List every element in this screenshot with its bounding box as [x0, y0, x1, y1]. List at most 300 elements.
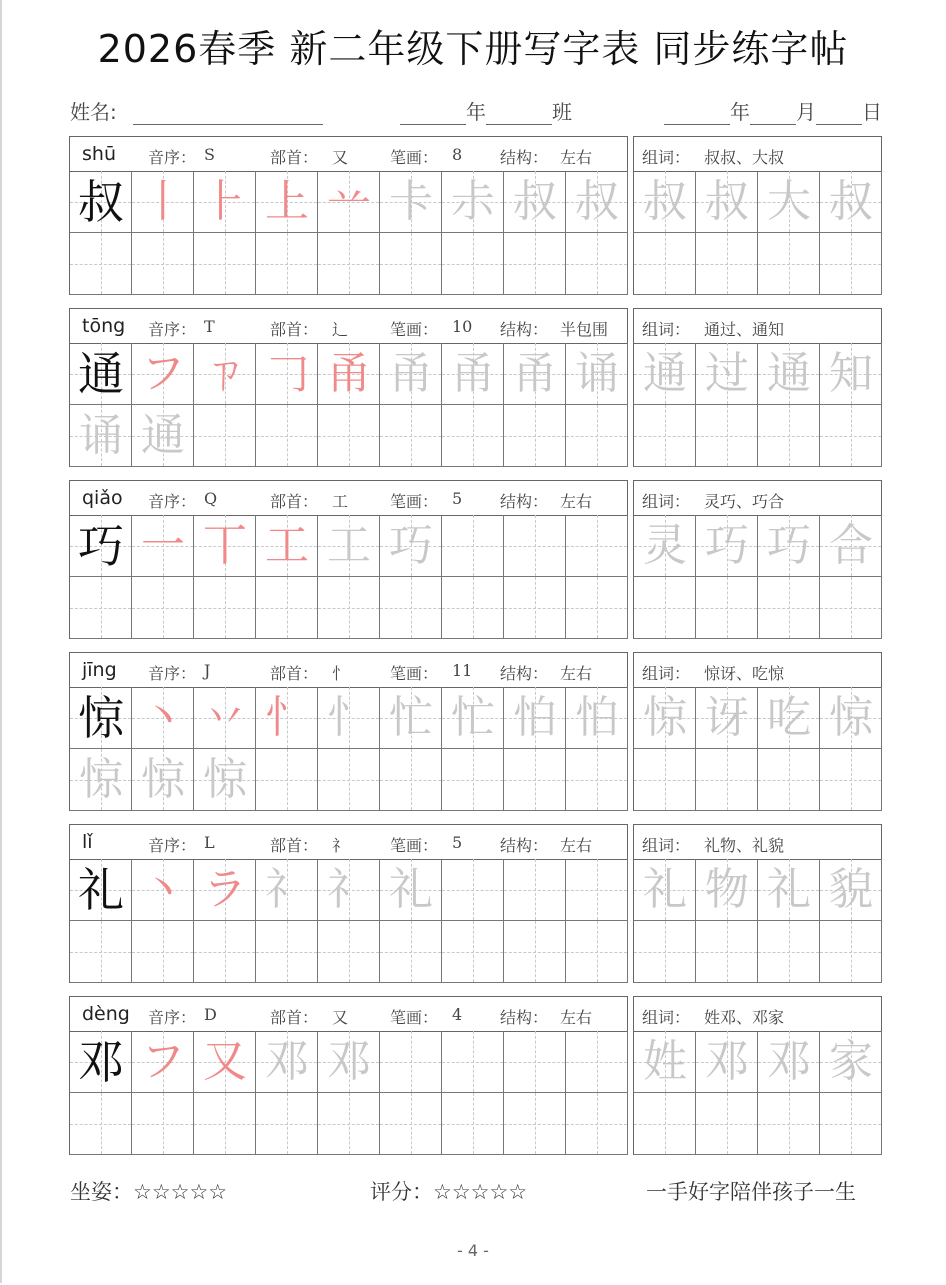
grid-character: 丷 — [203, 692, 247, 743]
strokes-label: 笔画： — [390, 664, 439, 683]
word-practice-cell[interactable] — [820, 233, 882, 295]
structure-value: 左右 — [560, 492, 593, 511]
strokes-value: 11 — [452, 661, 473, 680]
order-value: D — [204, 1005, 217, 1024]
practice-cell[interactable] — [132, 233, 194, 295]
word-group-card — [633, 308, 882, 467]
guide-line-v — [225, 577, 226, 638]
guide-line-v — [727, 1093, 728, 1154]
strokes-label: 笔画： — [390, 1008, 439, 1027]
stroke-order-cell[interactable] — [566, 171, 628, 233]
word-trace-cell[interactable] — [634, 859, 696, 921]
grid-character: 通 — [643, 348, 687, 399]
grid-character: 邓 — [705, 1036, 749, 1087]
guide-line-v — [287, 749, 288, 810]
stroke-order-cell[interactable] — [256, 343, 318, 405]
guide-line-v — [535, 921, 536, 982]
word-practice-cell[interactable] — [820, 1093, 882, 1155]
words-label: 组词： — [642, 1008, 691, 1027]
guide-line-v — [665, 749, 666, 810]
guide-line-v — [163, 233, 164, 294]
word-group-card — [633, 996, 882, 1155]
grid-character: 怕 — [513, 692, 557, 743]
grid-character: 丨 — [141, 176, 185, 227]
grade-label: 年 — [466, 100, 486, 124]
word-practice-cell[interactable] — [634, 921, 696, 983]
practice-cell[interactable] — [566, 577, 628, 639]
practice-cell[interactable] — [318, 749, 380, 811]
word-practice-cell[interactable] — [634, 577, 696, 639]
stroke-order-cell[interactable] — [318, 171, 380, 233]
word-trace-cell[interactable] — [696, 687, 758, 749]
stroke-order-cell[interactable] — [256, 171, 318, 233]
stroke-order-cell[interactable] — [380, 171, 442, 233]
guide-line-v — [727, 405, 728, 466]
word-group-header — [634, 653, 881, 688]
guide-line-v — [535, 859, 536, 920]
stroke-order-cell[interactable] — [318, 687, 380, 749]
grid-character: 邓 — [767, 1036, 811, 1087]
guide-line-v — [535, 1031, 536, 1092]
radical-value: 又 — [332, 148, 349, 167]
date-day-field[interactable] — [816, 102, 862, 125]
grid-character: ⺊ — [203, 176, 247, 227]
stroke-order-cell[interactable] — [380, 687, 442, 749]
stroke-order-cell[interactable] — [442, 171, 504, 233]
guide-line-v — [287, 1093, 288, 1154]
character-card — [69, 652, 628, 811]
practice-cell[interactable] — [566, 921, 628, 983]
practice-cell[interactable] — [504, 405, 566, 467]
main-character-cell[interactable] — [70, 515, 132, 577]
stroke-order-cell[interactable] — [256, 1031, 318, 1093]
practice-cell[interactable] — [442, 405, 504, 467]
practice-cell[interactable] — [194, 577, 256, 639]
guide-line-v — [597, 405, 598, 466]
guide-line-v — [727, 577, 728, 638]
grid-character: 惊 — [829, 692, 873, 743]
practice-cell[interactable] — [70, 577, 132, 639]
main-character-cell[interactable] — [70, 687, 132, 749]
practice-cell[interactable] — [504, 1093, 566, 1155]
word-trace-cell[interactable] — [696, 859, 758, 921]
practice-cell[interactable] — [442, 1031, 504, 1093]
guide-line-v — [535, 233, 536, 294]
order-label: 音序： — [148, 320, 197, 339]
character-info-header — [70, 481, 627, 516]
practice-cell[interactable] — [318, 921, 380, 983]
guide-line-v — [473, 859, 474, 920]
practice-cell[interactable] — [566, 233, 628, 295]
practice-cell[interactable] — [318, 577, 380, 639]
pinyin: qiǎo — [82, 487, 123, 509]
guide-line-v — [851, 405, 852, 466]
class-label: 班 — [552, 100, 572, 124]
guide-line-v — [225, 921, 226, 982]
radical-label: 部首： — [270, 320, 319, 339]
stroke-order-cell[interactable] — [504, 171, 566, 233]
character-card — [69, 308, 628, 467]
page-number: - 4 - — [457, 1241, 489, 1260]
word-practice-cell[interactable] — [758, 405, 820, 467]
guide-line-v — [597, 233, 598, 294]
word-practice-cell[interactable] — [634, 405, 696, 467]
practice-cell[interactable] — [504, 749, 566, 811]
grid-character: 邓 — [78, 1035, 124, 1089]
stroke-order-cell[interactable] — [442, 687, 504, 749]
guide-line-v — [411, 749, 412, 810]
stroke-order-cell[interactable] — [132, 515, 194, 577]
word-trace-cell[interactable] — [820, 859, 882, 921]
word-practice-cell[interactable] — [696, 1093, 758, 1155]
page-title: 2026春季 新二年级下册写字表 同步练字帖 — [97, 27, 849, 71]
guide-line-v — [851, 921, 852, 982]
pinyin: lǐ — [82, 831, 93, 853]
practice-cell[interactable] — [566, 859, 628, 921]
stroke-order-cell[interactable] — [566, 343, 628, 405]
word-trace-cell[interactable] — [634, 515, 696, 577]
grid-character: 上 — [265, 176, 309, 227]
guide-line-v — [473, 515, 474, 576]
word-practice-cell[interactable] — [696, 233, 758, 295]
word-practice-cell[interactable] — [696, 921, 758, 983]
practice-cell[interactable] — [504, 859, 566, 921]
word-trace-cell[interactable] — [758, 859, 820, 921]
words-value: 惊讶、吃惊 — [704, 664, 785, 683]
word-practice-cell[interactable] — [820, 749, 882, 811]
grid-character: 怕 — [575, 692, 619, 743]
stroke-order-cell[interactable] — [318, 859, 380, 921]
practice-cell[interactable] — [256, 405, 318, 467]
word-trace-cell[interactable] — [820, 515, 882, 577]
structure-label: 结构： — [500, 320, 549, 339]
practice-cell[interactable] — [380, 749, 442, 811]
guide-line-v — [101, 233, 102, 294]
practice-cell[interactable] — [442, 515, 504, 577]
practice-cell[interactable] — [442, 233, 504, 295]
word-trace-cell[interactable] — [758, 343, 820, 405]
guide-line-v — [727, 749, 728, 810]
words-value: 通过、通知 — [704, 320, 785, 339]
grid-character: 吃 — [767, 692, 811, 743]
main-character-cell[interactable] — [70, 171, 132, 233]
word-group-card — [633, 652, 882, 811]
practice-cell[interactable] — [442, 1093, 504, 1155]
word-practice-cell[interactable] — [820, 577, 882, 639]
order-value: T — [204, 317, 215, 336]
word-group-card — [633, 136, 882, 295]
stroke-order-cell[interactable] — [194, 1031, 256, 1093]
word-practice-cell[interactable] — [758, 577, 820, 639]
stroke-order-cell[interactable] — [194, 515, 256, 577]
practice-cell[interactable] — [132, 1093, 194, 1155]
guide-line-v — [411, 405, 412, 466]
word-practice-cell[interactable] — [634, 1093, 696, 1155]
word-trace-cell[interactable] — [696, 343, 758, 405]
order-value: S — [204, 145, 215, 164]
practice-cell[interactable] — [256, 1093, 318, 1155]
grid-character: 甬 — [327, 348, 371, 399]
grid-character: 通 — [141, 410, 185, 461]
grid-character: 䒑 — [327, 176, 371, 227]
guide-line-v — [287, 921, 288, 982]
guide-line-v — [473, 1093, 474, 1154]
practice-cell[interactable] — [132, 921, 194, 983]
practice-cell[interactable] — [566, 1093, 628, 1155]
guide-line-v — [789, 921, 790, 982]
word-trace-cell[interactable] — [634, 171, 696, 233]
practice-cell[interactable] — [442, 577, 504, 639]
word-trace-cell[interactable] — [758, 687, 820, 749]
word-trace-cell[interactable] — [820, 1031, 882, 1093]
grid-character: 大 — [767, 176, 811, 227]
word-group-card — [633, 824, 882, 983]
guide-line-v — [349, 233, 350, 294]
guide-line-v — [597, 921, 598, 982]
stroke-order-cell[interactable] — [70, 405, 132, 467]
stroke-order-cell[interactable] — [504, 687, 566, 749]
grid-character: ㄗ — [203, 348, 247, 399]
practice-cell[interactable] — [132, 577, 194, 639]
stroke-order-cell[interactable] — [132, 1031, 194, 1093]
grid-character: 邓 — [327, 1036, 371, 1087]
stroke-order-cell[interactable] — [442, 343, 504, 405]
stroke-order-cell[interactable] — [256, 859, 318, 921]
grid-character: 卡 — [389, 176, 433, 227]
grid-character: 忄 — [265, 692, 309, 743]
practice-cell[interactable] — [318, 1093, 380, 1155]
stroke-order-cell[interactable] — [566, 687, 628, 749]
practice-cell[interactable] — [70, 1093, 132, 1155]
stroke-order-cell[interactable] — [380, 343, 442, 405]
character-card — [69, 136, 628, 295]
grid-character: 叔 — [513, 176, 557, 227]
structure-label: 结构： — [500, 492, 549, 511]
grid-character: 诵 — [575, 348, 619, 399]
date-month-field[interactable] — [750, 102, 796, 125]
practice-cell[interactable] — [194, 1093, 256, 1155]
words-value: 叔叔、大叔 — [704, 148, 785, 167]
grid-character: 惊 — [203, 754, 247, 805]
practice-cell[interactable] — [256, 921, 318, 983]
word-trace-cell[interactable] — [696, 171, 758, 233]
guide-line-v — [349, 1093, 350, 1154]
order-label: 音序： — [148, 664, 197, 683]
grid-character: 叔 — [643, 176, 687, 227]
grid-character: 合 — [829, 520, 873, 571]
main-character-cell[interactable] — [70, 859, 132, 921]
pinyin: jīng — [82, 659, 117, 681]
stroke-order-cell[interactable] — [132, 343, 194, 405]
character-card — [69, 824, 628, 983]
strokes-label: 笔画： — [390, 320, 439, 339]
word-trace-cell[interactable] — [758, 171, 820, 233]
word-practice-cell[interactable] — [820, 921, 882, 983]
practice-cell[interactable] — [256, 749, 318, 811]
grade-field[interactable] — [400, 102, 466, 125]
stroke-order-cell[interactable] — [132, 859, 194, 921]
posture-rating[interactable]: 坐姿：☆☆☆☆☆ — [70, 1180, 228, 1204]
practice-cell[interactable] — [194, 233, 256, 295]
practice-cell[interactable] — [380, 233, 442, 295]
word-practice-cell[interactable] — [758, 233, 820, 295]
stroke-order-cell[interactable] — [194, 687, 256, 749]
word-practice-cell[interactable] — [758, 1093, 820, 1155]
practice-cell[interactable] — [504, 233, 566, 295]
practice-cell[interactable] — [318, 233, 380, 295]
character-info-header — [70, 653, 627, 688]
grid-character: 姓 — [643, 1036, 687, 1087]
word-trace-cell[interactable] — [758, 515, 820, 577]
word-trace-cell[interactable] — [634, 343, 696, 405]
guide-line-v — [287, 577, 288, 638]
word-practice-cell[interactable] — [696, 577, 758, 639]
stroke-order-cell[interactable] — [132, 405, 194, 467]
stroke-order-cell[interactable] — [256, 515, 318, 577]
word-trace-cell[interactable] — [820, 687, 882, 749]
practice-cell[interactable] — [70, 233, 132, 295]
practice-cell[interactable] — [504, 921, 566, 983]
practice-cell[interactable] — [380, 405, 442, 467]
practice-cell[interactable] — [256, 233, 318, 295]
practice-cell[interactable] — [380, 1093, 442, 1155]
practice-cell[interactable] — [442, 859, 504, 921]
practice-cell[interactable] — [380, 921, 442, 983]
word-practice-cell[interactable] — [696, 749, 758, 811]
stroke-order-cell[interactable] — [194, 859, 256, 921]
grid-character: 忄 — [327, 692, 371, 743]
grid-character: 丶 — [141, 692, 185, 743]
practice-cell[interactable] — [194, 921, 256, 983]
practice-cell[interactable] — [318, 405, 380, 467]
words-label: 组词： — [642, 320, 691, 339]
word-group-header — [634, 481, 881, 516]
word-group-header — [634, 825, 881, 860]
word-practice-cell[interactable] — [820, 405, 882, 467]
practice-cell[interactable] — [442, 921, 504, 983]
character-info-header — [70, 997, 627, 1032]
stroke-order-cell[interactable] — [194, 749, 256, 811]
character-info-header — [70, 825, 627, 860]
grid-character: 礼 — [78, 863, 124, 917]
date-year-field[interactable] — [664, 102, 730, 125]
practice-cell[interactable] — [380, 1031, 442, 1093]
word-trace-cell[interactable] — [758, 1031, 820, 1093]
grid-character: 甬 — [513, 348, 557, 399]
stroke-order-cell[interactable] — [132, 171, 194, 233]
word-practice-cell[interactable] — [634, 749, 696, 811]
stroke-order-cell[interactable] — [380, 859, 442, 921]
stroke-order-cell[interactable] — [194, 171, 256, 233]
radical-label: 部首： — [270, 148, 319, 167]
stroke-order-cell[interactable] — [318, 343, 380, 405]
grid-character: 叔 — [705, 176, 749, 227]
order-label: 音序： — [148, 148, 197, 167]
grid-character: 惊 — [141, 754, 185, 805]
word-trace-cell[interactable] — [820, 171, 882, 233]
guide-line-v — [789, 1093, 790, 1154]
guide-line-v — [727, 233, 728, 294]
grid-character: 叔 — [78, 175, 124, 229]
guide-line-v — [789, 233, 790, 294]
grid-character: 丅 — [203, 520, 247, 571]
word-practice-cell[interactable] — [696, 405, 758, 467]
word-group-card — [633, 480, 882, 639]
word-group-header — [634, 997, 881, 1032]
main-character-cell[interactable] — [70, 1031, 132, 1093]
practice-cell[interactable] — [504, 1031, 566, 1093]
grid-character: 叔 — [575, 176, 619, 227]
stroke-order-cell[interactable] — [504, 343, 566, 405]
guide-line-v — [473, 921, 474, 982]
guide-line-v — [789, 577, 790, 638]
practice-cell[interactable] — [380, 577, 442, 639]
name-label: 姓名: — [70, 100, 117, 124]
grid-character: 礻 — [327, 864, 371, 915]
practice-cell[interactable] — [442, 749, 504, 811]
practice-cell[interactable] — [256, 577, 318, 639]
guide-line-v — [349, 577, 350, 638]
word-trace-cell[interactable] — [634, 687, 696, 749]
stroke-order-cell[interactable] — [132, 687, 194, 749]
guide-line-v — [349, 405, 350, 466]
radical-value: 工 — [332, 492, 349, 511]
guide-line-v — [851, 577, 852, 638]
word-trace-cell[interactable] — [820, 343, 882, 405]
practice-cell[interactable] — [70, 921, 132, 983]
stroke-order-cell[interactable] — [256, 687, 318, 749]
structure-value: 半包围 — [560, 320, 609, 339]
word-practice-cell[interactable] — [634, 233, 696, 295]
guide-line-v — [473, 233, 474, 294]
practice-cell[interactable] — [504, 515, 566, 577]
stroke-order-cell[interactable] — [194, 343, 256, 405]
structure-label: 结构： — [500, 664, 549, 683]
guide-line-v — [851, 233, 852, 294]
date-row — [664, 96, 882, 126]
class-field[interactable] — [486, 102, 552, 125]
grid-character: 巧 — [767, 520, 811, 571]
main-character-cell[interactable] — [70, 343, 132, 405]
name-field[interactable] — [133, 102, 323, 125]
word-practice-cell[interactable] — [758, 921, 820, 983]
grid-character: 叔 — [829, 176, 873, 227]
practice-cell[interactable] — [566, 1031, 628, 1093]
guide-line-v — [851, 749, 852, 810]
stroke-order-cell[interactable] — [380, 515, 442, 577]
word-trace-cell[interactable] — [696, 1031, 758, 1093]
stroke-order-cell[interactable] — [70, 749, 132, 811]
practice-cell[interactable] — [566, 405, 628, 467]
stroke-order-cell[interactable] — [132, 749, 194, 811]
word-trace-cell[interactable] — [696, 515, 758, 577]
word-trace-cell[interactable] — [634, 1031, 696, 1093]
practice-cell[interactable] — [566, 749, 628, 811]
practice-cell[interactable] — [504, 577, 566, 639]
stroke-order-cell[interactable] — [318, 515, 380, 577]
practice-cell[interactable] — [194, 405, 256, 467]
practice-cell[interactable] — [566, 515, 628, 577]
stroke-order-cell[interactable] — [318, 1031, 380, 1093]
guide-line-v — [287, 405, 288, 466]
guide-line-v — [789, 749, 790, 810]
guide-line-v — [411, 233, 412, 294]
word-practice-cell[interactable] — [758, 749, 820, 811]
date-year-label: 年 — [730, 100, 750, 124]
score-rating[interactable]: 评分：☆☆☆☆☆ — [370, 1180, 528, 1204]
grid-character: 家 — [829, 1036, 873, 1087]
guide-line-v — [665, 1093, 666, 1154]
